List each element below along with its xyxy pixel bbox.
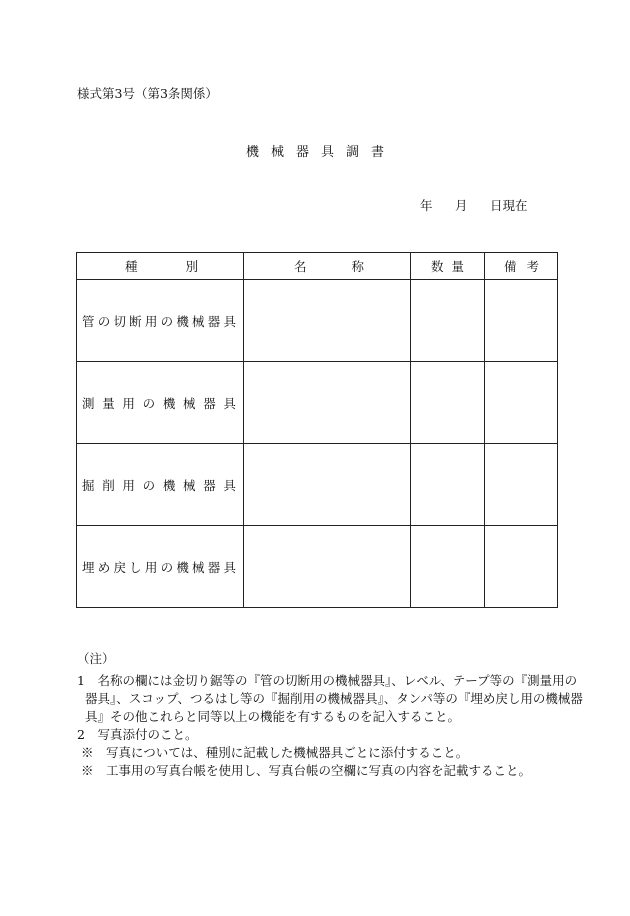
kind-char: 器 <box>207 559 221 575</box>
kind-char: 具 <box>223 395 236 411</box>
remarks-cell[interactable] <box>485 362 558 444</box>
kind-char: の <box>97 313 111 329</box>
header-remarks <box>485 253 558 280</box>
notes-section <box>77 650 583 780</box>
header-quantity <box>411 253 485 280</box>
kind-char: 器 <box>207 313 221 329</box>
kind-char: 切 <box>113 313 126 329</box>
header-kind-char: 種 <box>125 259 138 274</box>
kind-char: 用 <box>144 313 158 329</box>
header-name-char: 称 <box>351 259 364 274</box>
table-header-row <box>77 253 558 280</box>
kind-char: 断 <box>129 313 142 329</box>
kind-text <box>82 312 243 330</box>
kind-cell <box>77 280 244 362</box>
kind-char: 量 <box>102 395 115 411</box>
table-row <box>77 526 558 608</box>
quantity-cell[interactable] <box>411 526 485 608</box>
kind-char: 機 <box>162 477 176 493</box>
note-item-1-line-2: 器具』、スコップ、つるはし等の『掘削用の機械器具』、タンパ等の『埋め戻し用の機械器 <box>85 691 583 706</box>
kind-char: め <box>97 559 111 575</box>
header-remarks-char: 考 <box>526 259 539 274</box>
note-reference-1: ※ 写真については、種別に記載した機械器具ごとに添付すること。 <box>81 745 469 760</box>
quantity-cell[interactable] <box>411 362 485 444</box>
kind-char: の <box>142 477 156 493</box>
table-row <box>77 280 558 362</box>
note-item-1-line-1: 1 名称の欄には金切り鋸等の『管の切断用の機械器具』、レベル、テープ等の『測量用の <box>77 673 578 688</box>
header-quantity-char: 量 <box>451 259 464 274</box>
kind-char: 具 <box>223 559 236 575</box>
remarks-cell[interactable] <box>485 280 558 362</box>
kind-char: 械 <box>183 477 196 493</box>
kind-char: 測 <box>82 395 95 411</box>
name-cell[interactable] <box>244 444 411 526</box>
table-row <box>77 362 558 444</box>
note-item-1-line-3: 具』その他これらと同等以上の機能を有するものを記入すること。 <box>85 709 461 724</box>
kind-char: 器 <box>203 477 216 493</box>
date-year-label: 年 <box>420 198 433 213</box>
kind-char: 用 <box>122 477 135 493</box>
header-remarks-char: 備 <box>504 259 517 274</box>
form-number: 様式第3号（第3条関係） <box>77 86 218 101</box>
quantity-cell[interactable] <box>411 444 485 526</box>
kind-char: の <box>160 313 174 329</box>
kind-char: 機 <box>176 559 189 575</box>
kind-text <box>82 476 243 494</box>
name-cell[interactable] <box>244 526 411 608</box>
kind-char: 具 <box>223 313 236 329</box>
kind-cell <box>77 526 244 608</box>
header-quantity-char: 数 <box>431 259 444 274</box>
kind-char: 器 <box>203 395 216 411</box>
kind-char: 機 <box>176 313 189 329</box>
note-item-2: 2 写真添付のこと。 <box>77 727 198 742</box>
note-reference-2: ※ 工事用の写真台帳を使用し、写真台帳の空欄に写真の内容を記載すること。 <box>81 763 532 778</box>
kind-text <box>82 558 243 576</box>
kind-char: の <box>160 559 174 575</box>
kind-cell <box>77 362 244 444</box>
remarks-cell[interactable] <box>485 444 558 526</box>
kind-char: 機 <box>162 395 176 411</box>
kind-char: 具 <box>223 477 236 493</box>
name-cell[interactable] <box>244 362 411 444</box>
kind-char: 掘 <box>82 477 95 493</box>
kind-char: 埋 <box>82 559 95 575</box>
kind-char: 械 <box>192 559 205 575</box>
kind-char: 用 <box>144 559 158 575</box>
kind-text <box>82 394 243 412</box>
name-cell[interactable] <box>244 280 411 362</box>
kind-char: し <box>129 559 142 575</box>
date-day-as-of-label: 日現在 <box>490 198 528 213</box>
kind-char: 用 <box>122 395 135 411</box>
equipment-table <box>76 252 558 608</box>
kind-cell <box>77 444 244 526</box>
kind-char: 械 <box>183 395 196 411</box>
remarks-cell[interactable] <box>485 526 558 608</box>
kind-char: の <box>142 395 156 411</box>
document-title: 機械器具調書 <box>245 145 396 160</box>
table-row <box>77 444 558 526</box>
kind-char: 管 <box>82 313 95 329</box>
kind-char: 戻 <box>113 559 126 575</box>
quantity-cell[interactable] <box>411 280 485 362</box>
kind-char: 削 <box>102 477 115 493</box>
header-kind-char: 別 <box>185 259 198 274</box>
kind-char: 械 <box>192 313 205 329</box>
header-name-char: 名 <box>294 259 307 274</box>
header-kind <box>77 253 244 280</box>
header-name <box>244 253 411 280</box>
date-month-label: 月 <box>455 198 468 213</box>
notes-heading: （注） <box>77 651 115 666</box>
